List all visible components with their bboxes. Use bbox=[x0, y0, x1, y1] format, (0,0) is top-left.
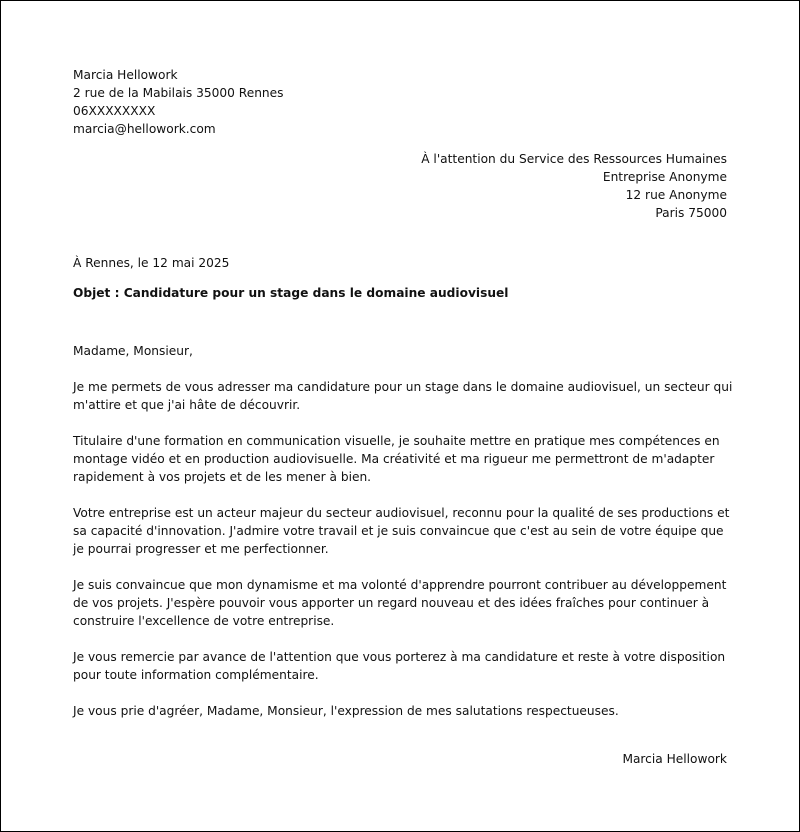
body-paragraph: Je vous remercie par avance de l'attention que vous porterez à ma candidature et reste à votre disposition pour toute information complémentaire. bbox=[73, 650, 726, 682]
date-line: À Rennes, le 12 mai 2025 bbox=[73, 256, 230, 270]
subject-line: Objet : Candidature pour un stage dans le domaine audiovisuel bbox=[73, 286, 509, 300]
recipient-company: Entreprise Anonyme bbox=[602, 170, 727, 184]
closing-paragraph: Je vous prie d'agréer, Madame, Monsieur, l'expression de mes salutations respectueuses. bbox=[73, 704, 619, 718]
sender-block bbox=[73, 66, 284, 138]
recipient-attention: À l'attention du Service des Ressources Humaines bbox=[421, 152, 727, 166]
body-paragraph: Je me permets de vous adresser ma candidature pour un stage dans le domaine audiovisuel, un secteur qui m'attire et que j'ai hâte de découvrir. bbox=[73, 380, 733, 412]
recipient-city: Paris 75000 bbox=[655, 206, 727, 220]
body-paragraph: Votre entreprise est un acteur majeur du secteur audiovisuel, reconnu pour la qualité de ses productions et sa capacité d'innovation. J'admire votre travail et je suis convaincue que c'est au sein de votre équipe que je pourrai progresser et me perfectionner. bbox=[73, 506, 730, 556]
recipient-street: 12 rue Anonyme bbox=[625, 188, 727, 202]
salutation: Madame, Monsieur, bbox=[73, 344, 193, 358]
sender-phone: 06XXXXXXXX bbox=[73, 104, 156, 118]
letter-body bbox=[73, 342, 733, 738]
sender-email: marcia@hellowork.com bbox=[73, 122, 216, 136]
recipient-block bbox=[421, 150, 727, 222]
sender-address: 2 rue de la Mabilais 35000 Rennes bbox=[73, 86, 284, 100]
body-paragraph: Titulaire d'une formation en communication visuelle, je souhaite mettre en pratique mes compétences en montage vidéo et en production audiovisuelle. Ma créativité et ma rigueur me permettront de m'adapter rapidement à vos projets et de les mener à bien. bbox=[73, 434, 720, 484]
signature: Marcia Hellowork bbox=[622, 752, 727, 766]
sender-name: Marcia Hellowork bbox=[73, 68, 178, 82]
body-paragraph: Je suis convaincue que mon dynamisme et ma volonté d'apprendre pourront contribuer au développement de vos projets. J'espère pouvoir vous apporter un regard nouveau et des idées fraîches pour continuer à construire l'excellence de votre entreprise. bbox=[73, 578, 727, 628]
